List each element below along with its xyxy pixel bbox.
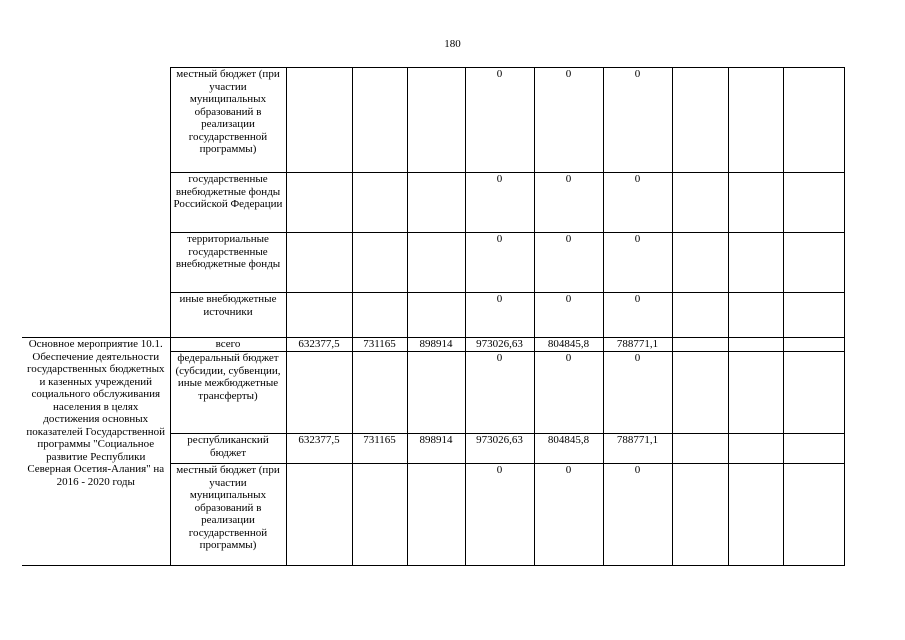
value-cell-year-8 [728,434,783,464]
value-cell-year-2 [352,233,407,293]
value-cell-year-1 [286,464,352,566]
value-cell-year-8 [728,338,783,352]
value-cell-year-1 [286,68,352,173]
funding-source-cell: местный бюджет (при участии муниципальных образований в реализации государственной программы) [170,68,286,173]
value-cell-year-5: 804845,8 [534,338,603,352]
value-cell-year-4: 0 [465,464,534,566]
funding-source-cell: иные внебюджетные источники [170,293,286,338]
funding-source-cell: всего [170,338,286,352]
value-cell-year-4: 0 [465,293,534,338]
value-cell-year-6: 0 [603,68,672,173]
value-cell-year-2: 731165 [352,434,407,464]
value-cell-year-8 [728,293,783,338]
value-cell-year-6: 788771,1 [603,338,672,352]
value-cell-year-6: 0 [603,173,672,233]
funding-source-cell: государственные внебюджетные фонды Российской Федерации [170,173,286,233]
value-cell-year-1 [286,173,352,233]
value-cell-year-3: 898914 [407,434,465,464]
value-cell-year-8 [728,464,783,566]
value-cell-year-9 [783,293,844,338]
budget-table-body [22,68,844,566]
value-cell-year-4: 0 [465,352,534,434]
value-cell-year-5: 0 [534,173,603,233]
value-cell-year-3 [407,173,465,233]
value-cell-year-7 [672,233,728,293]
funding-source-cell: территориальные государственные внебюджетные фонды [170,233,286,293]
value-cell-year-7 [672,352,728,434]
value-cell-year-2: 731165 [352,338,407,352]
table-row [22,68,844,173]
value-cell-year-5: 0 [534,233,603,293]
value-cell-year-6: 0 [603,293,672,338]
value-cell-year-8 [728,233,783,293]
value-cell-year-4: 0 [465,173,534,233]
value-cell-year-9 [783,233,844,293]
value-cell-year-9 [783,338,844,352]
value-cell-year-7 [672,464,728,566]
value-cell-year-3 [407,233,465,293]
value-cell-year-4: 0 [465,68,534,173]
value-cell-year-1: 632377,5 [286,338,352,352]
value-cell-year-5: 0 [534,293,603,338]
value-cell-year-3 [407,293,465,338]
funding-source-cell: федеральный бюджет (субсидии, субвенции, иные межбюджетные трансферты) [170,352,286,434]
value-cell-year-8 [728,352,783,434]
value-cell-year-1 [286,233,352,293]
value-cell-year-2 [352,293,407,338]
value-cell-year-7 [672,434,728,464]
value-cell-year-6: 788771,1 [603,434,672,464]
value-cell-year-7 [672,338,728,352]
value-cell-year-3 [407,464,465,566]
value-cell-year-9 [783,464,844,566]
value-cell-year-5: 804845,8 [534,434,603,464]
value-cell-year-4: 973026,63 [465,434,534,464]
value-cell-year-2 [352,68,407,173]
value-cell-year-4: 973026,63 [465,338,534,352]
value-cell-year-5: 0 [534,464,603,566]
value-cell-year-1 [286,352,352,434]
value-cell-year-9 [783,173,844,233]
value-cell-year-9 [783,352,844,434]
value-cell-year-3 [407,68,465,173]
value-cell-year-7 [672,293,728,338]
continued-activity-cell [22,68,170,338]
value-cell-year-2 [352,464,407,566]
value-cell-year-6: 0 [603,464,672,566]
value-cell-year-8 [728,173,783,233]
table-row [22,338,844,352]
value-cell-year-3 [407,352,465,434]
value-cell-year-7 [672,173,728,233]
value-cell-year-5: 0 [534,352,603,434]
value-cell-year-1: 632377,5 [286,434,352,464]
value-cell-year-3: 898914 [407,338,465,352]
value-cell-year-2 [352,352,407,434]
funding-source-cell: местный бюджет (при участии муниципальных образований в реализации государственной программы) [170,464,286,566]
value-cell-year-4: 0 [465,233,534,293]
budget-table [22,67,845,566]
value-cell-year-9 [783,68,844,173]
activity-title-cell: Основное мероприятие 10.1. Обеспечение деятельности государственных бюджетных и казенных учреждений социального обслуживания населения в целях достижения основных показателей Государственной программы "Социальное развитие Республики Северная Осетия-Алания" на 2016 - 2020 годы [22,338,170,566]
funding-source-cell: республиканский бюджет [170,434,286,464]
value-cell-year-2 [352,173,407,233]
value-cell-year-8 [728,68,783,173]
page-number: 180 [444,38,461,50]
value-cell-year-6: 0 [603,352,672,434]
value-cell-year-5: 0 [534,68,603,173]
value-cell-year-9 [783,434,844,464]
value-cell-year-1 [286,293,352,338]
value-cell-year-7 [672,68,728,173]
value-cell-year-6: 0 [603,233,672,293]
